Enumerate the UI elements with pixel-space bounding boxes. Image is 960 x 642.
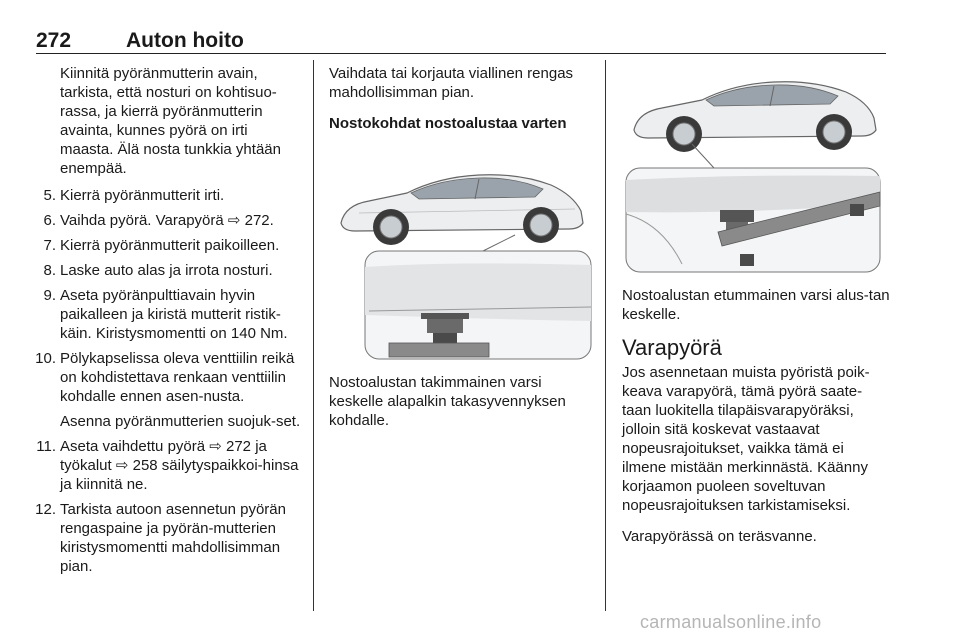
list-text: Pölykapselissa oleva venttiilin reikä on kohdistettava renkaan venttiilin kohdalle ennen asen-nusta.: [60, 350, 295, 405]
step-intro-text: Kiinnitä pyöränmutterin avain, tarkista, että nosturi on kohtisuo-rassa, ja kierrä pyöränmutterin avainta, kunnes pyörä on irti maasta. Älä nosta tunkkia yhtään enempää.: [60, 65, 281, 177]
list-number: 6.: [43, 212, 56, 229]
page-title: Auton hoito: [126, 29, 244, 52]
front-lift-point-illustration: [622, 64, 886, 276]
column-3: [622, 64, 890, 558]
cross-ref-link[interactable]: Aseta vaihdettu pyörä ⇨ 272 ja työkalut ⇨ 258 säilytyspaikkoi-hinsa ja kiinnitä ne.: [60, 438, 299, 493]
column-divider-1: [313, 60, 314, 611]
column-2: [329, 64, 597, 430]
column-1: [32, 64, 302, 582]
list-text: Tarkista autoon asennetun pyörän rengaspaine ja pyörän-mutterien kiristysmomentti mahdollisimman pian.: [60, 501, 286, 575]
list-text: Aseta pyöränpulttiavain hyvin paikalleen ja kiristä mutterit ristik-käin. Kiristysmomentti on 140 Nm.: [60, 287, 288, 342]
site-watermark: carmanualsonline.info: [640, 612, 822, 632]
list-item: [32, 500, 302, 576]
list-number: 5.: [43, 187, 56, 204]
intro-text: Vaihdata tai korjauta viallinen rengas mahdollisimman pian.: [329, 65, 574, 101]
header-rule: [36, 53, 886, 54]
list-item: [32, 437, 302, 494]
list-text: Kierrä pyöränmutterit paikoilleen.: [60, 237, 280, 254]
list-number: 12.: [35, 501, 56, 518]
section-heading: Varapyörä: [622, 335, 722, 360]
list-item: [32, 349, 302, 431]
figure-caption: Nostoalustan takimmainen varsi keskelle alapalkin takasyvennyksen kohdalle.: [329, 374, 566, 429]
section-subheading: Nostokohdat nostoalustaa varten: [329, 115, 567, 132]
list-number: 7.: [43, 237, 56, 254]
figure-caption: Nostoalustan etummainen varsi alus-tan keskelle.: [622, 287, 890, 323]
cross-ref-link[interactable]: Vaihda pyörä. Varapyörä ⇨ 272.: [60, 212, 274, 229]
list-number: 9.: [43, 287, 56, 304]
list-item: [32, 286, 302, 343]
column-divider-2: [605, 60, 606, 611]
list-item: [32, 236, 302, 255]
rear-lift-point-illustration: [329, 143, 593, 363]
page-header: [36, 29, 886, 53]
list-subtext: Asenna pyöränmutterien suojuk-set.: [60, 413, 301, 430]
list-number: 11.: [36, 438, 56, 455]
list-number: 10.: [35, 350, 56, 367]
body-paragraph: Jos asennetaan muista pyöristä poik-keava varapyörä, tämä pyörä saate-taan luokitella tilapäisvarapyöräksi, jolloin sitä koskevat vastaavat nopeusrajoitukset, vaikka tämä ei ilmene mistään merkinnästä. Käänny korjaamon puoleen soveltuvan nopeusrajoituksen tarkistamiseksi.: [622, 364, 870, 514]
list-text: Laske auto alas ja irrota nosturi.: [60, 262, 273, 279]
list-item: [32, 211, 302, 230]
list-item: [32, 186, 302, 205]
list-text: Kierrä pyöränmutterit irti.: [60, 187, 225, 204]
body-paragraph: Varapyörässä on teräsvanne.: [622, 528, 817, 545]
list-item: [32, 261, 302, 280]
page-number: 272: [36, 29, 72, 52]
list-number: 8.: [43, 262, 56, 279]
